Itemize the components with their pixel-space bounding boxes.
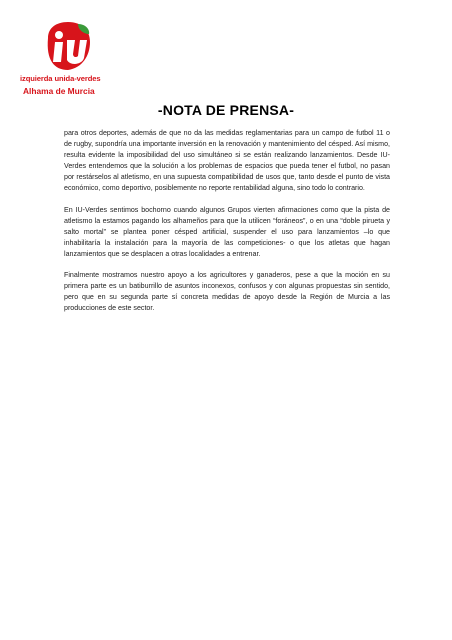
paragraph-2: En IU-Verdes sentimos bochorno cuando algunos Grupos vierten afirmaciones como que la pista de atletismo la estamos pagando los alhameños para que la utilicen “foráneos”, o en una “doble pirueta y salto mortal” se plantea poner césped artificial, suspender el uso para lanzamientos –lo que inhabilitaría la instalación para la mayoría de las competiciones- o que los atletas que hagan lanzamientos que se desplacen a otras localidades a entrenar. bbox=[64, 205, 390, 258]
iu-verdes-logo bbox=[20, 20, 150, 100]
logo-text-organization: izquierda unida-verdes bbox=[20, 74, 101, 83]
press-release-body bbox=[64, 128, 390, 324]
logo-text-location: Alhama de Murcia bbox=[23, 86, 95, 96]
paragraph-1: para otros deportes, además de que no da las medidas reglamentarias para un campo de futbol 11 o de rugby, supondría una importante inversión en la renovación y mantenimiento del césped. Así mismo, resulta evidente la imposibilidad del uso simultáneo si se están realizando lanzamientos. Desde IU-Verdes entendemos que la solución a los problemas de espacios que pueda tener el futbol, no pasan por restárselos al atletismo, en una supuesta compatibilidad de usos que, tanto desde el punto de vista económico, como deportivo, posiblemente no reporte rentabilidad alguna, sino todo lo contrario. bbox=[64, 129, 390, 193]
paragraph-3: Finalmente mostramos nuestro apoyo a los agricultores y ganaderos, pese a que la moción en su primera parte es un batiburrillo de asuntos inconexos, confusos y con algunas propuestas sin sentido, pero que en su segunda parte sí concreta medidas de apoyo desde la Región de Murcia a las producciones de este sector. bbox=[64, 271, 390, 313]
iu-logo-icon bbox=[42, 20, 94, 72]
page-title: -NOTA DE PRENSA- bbox=[157, 102, 295, 118]
